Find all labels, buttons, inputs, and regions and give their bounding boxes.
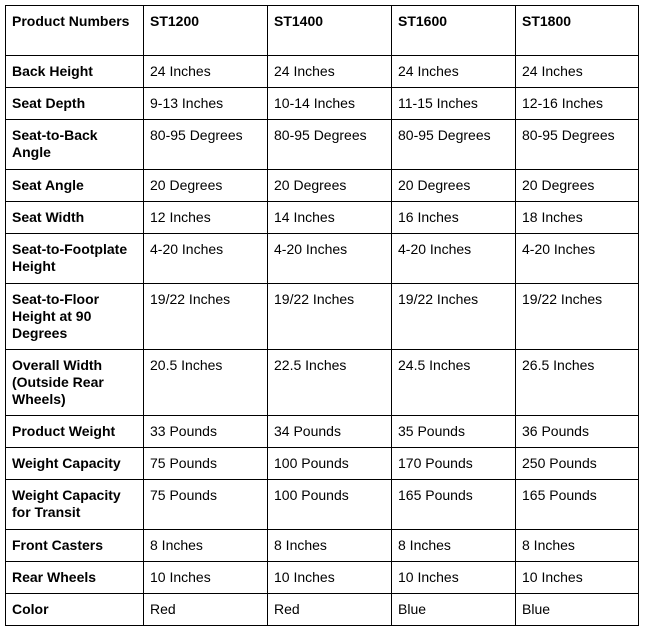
- table-cell: 9-13 Inches: [144, 88, 268, 120]
- table-cell: 10 Inches: [516, 562, 639, 594]
- table-cell: 35 Pounds: [392, 416, 516, 448]
- table-row: [6, 88, 639, 120]
- table-cell: 8 Inches: [392, 530, 516, 562]
- table-cell: Red: [144, 594, 268, 626]
- table-cell: 8 Inches: [268, 530, 392, 562]
- row-label: Color: [6, 594, 144, 626]
- header-cell-st1600: ST1600: [392, 6, 516, 56]
- table-cell: 80-95 Degrees: [392, 120, 516, 170]
- table-cell: 19/22 Inches: [144, 284, 268, 350]
- table-cell: 75 Pounds: [144, 448, 268, 480]
- table-cell: 20.5 Inches: [144, 350, 268, 416]
- row-label: Seat Depth: [6, 88, 144, 120]
- table-cell: 100 Pounds: [268, 448, 392, 480]
- table-row: [6, 562, 639, 594]
- table-cell: 20 Degrees: [392, 170, 516, 202]
- table-row: [6, 350, 639, 416]
- table-row: [6, 416, 639, 448]
- table-cell: 24 Inches: [392, 56, 516, 88]
- table-cell: 26.5 Inches: [516, 350, 639, 416]
- table-row: [6, 480, 639, 530]
- row-label: Rear Wheels: [6, 562, 144, 594]
- table-cell: 34 Pounds: [268, 416, 392, 448]
- table-cell: 4-20 Inches: [392, 234, 516, 284]
- table-cell: 4-20 Inches: [268, 234, 392, 284]
- table-cell: Red: [268, 594, 392, 626]
- table-cell: 11-15 Inches: [392, 88, 516, 120]
- row-label: Seat-to-Back Angle: [6, 120, 144, 170]
- row-label: Overall Width (Outside Rear Wheels): [6, 350, 144, 416]
- table-cell: 250 Pounds: [516, 448, 639, 480]
- table-cell: 80-95 Degrees: [516, 120, 639, 170]
- table-cell: 24 Inches: [516, 56, 639, 88]
- table-cell: 14 Inches: [268, 202, 392, 234]
- table-cell: 24.5 Inches: [392, 350, 516, 416]
- header-cell-product-numbers: Product Numbers: [6, 6, 144, 56]
- table-cell: 10 Inches: [268, 562, 392, 594]
- table-cell: Blue: [392, 594, 516, 626]
- table-cell: 10 Inches: [392, 562, 516, 594]
- row-label: Front Casters: [6, 530, 144, 562]
- row-label: Seat Angle: [6, 170, 144, 202]
- row-label: Seat-to-Floor Height at 90 Degrees: [6, 284, 144, 350]
- table-cell: 36 Pounds: [516, 416, 639, 448]
- table-cell: 20 Degrees: [268, 170, 392, 202]
- table-cell: 165 Pounds: [516, 480, 639, 530]
- header-cell-st1400: ST1400: [268, 6, 392, 56]
- table-cell: 80-95 Degrees: [144, 120, 268, 170]
- header-cell-st1200: ST1200: [144, 6, 268, 56]
- table-cell: 4-20 Inches: [144, 234, 268, 284]
- table-row: [6, 448, 639, 480]
- table-cell: 33 Pounds: [144, 416, 268, 448]
- table-cell: 4-20 Inches: [516, 234, 639, 284]
- row-label: Seat-to-Footplate Height: [6, 234, 144, 284]
- table-cell: 12 Inches: [144, 202, 268, 234]
- table-cell: 100 Pounds: [268, 480, 392, 530]
- table-cell: 75 Pounds: [144, 480, 268, 530]
- table-cell: 80-95 Degrees: [268, 120, 392, 170]
- table-cell: 170 Pounds: [392, 448, 516, 480]
- table-cell: 24 Inches: [144, 56, 268, 88]
- table-row: [6, 202, 639, 234]
- table-row: [6, 120, 639, 170]
- table-row: [6, 170, 639, 202]
- table-cell: 19/22 Inches: [392, 284, 516, 350]
- header-row: [6, 6, 639, 56]
- table-cell: 8 Inches: [144, 530, 268, 562]
- table-row: [6, 234, 639, 284]
- table-cell: 20 Degrees: [516, 170, 639, 202]
- row-label: Back Height: [6, 56, 144, 88]
- table-row: [6, 530, 639, 562]
- row-label: Seat Width: [6, 202, 144, 234]
- table-row: [6, 56, 639, 88]
- table-row: [6, 594, 639, 626]
- header-cell-st1800: ST1800: [516, 6, 639, 56]
- table-cell: 18 Inches: [516, 202, 639, 234]
- table-cell: 19/22 Inches: [268, 284, 392, 350]
- table-cell: 10-14 Inches: [268, 88, 392, 120]
- table-cell: 10 Inches: [144, 562, 268, 594]
- product-spec-table: [5, 5, 639, 626]
- table-cell: 8 Inches: [516, 530, 639, 562]
- table-cell: Blue: [516, 594, 639, 626]
- table-row: [6, 284, 639, 350]
- table-cell: 16 Inches: [392, 202, 516, 234]
- table-cell: 19/22 Inches: [516, 284, 639, 350]
- table-cell: 165 Pounds: [392, 480, 516, 530]
- table-cell: 24 Inches: [268, 56, 392, 88]
- table-cell: 12-16 Inches: [516, 88, 639, 120]
- table-cell: 20 Degrees: [144, 170, 268, 202]
- table-cell: 22.5 Inches: [268, 350, 392, 416]
- row-label: Weight Capacity: [6, 448, 144, 480]
- row-label: Weight Capacity for Transit: [6, 480, 144, 530]
- row-label: Product Weight: [6, 416, 144, 448]
